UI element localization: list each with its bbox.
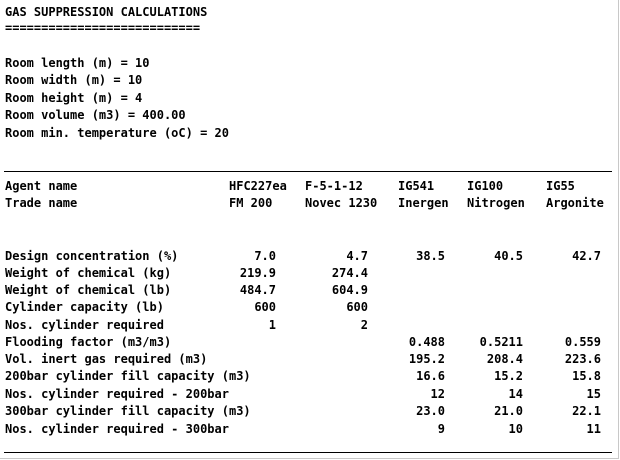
trade-name-1: FM 200 [229, 196, 273, 210]
table-bottom-rule [4, 452, 612, 453]
row-value: 0.488 [408, 335, 445, 349]
row-value: 604.9 [331, 283, 368, 297]
row-value: 1 [268, 318, 276, 332]
row-value: 14 [508, 387, 523, 401]
row-value: 0.5211 [479, 335, 523, 349]
row-label: Cylinder capacity (lb) [5, 300, 164, 314]
row-value: 22.1 [572, 404, 601, 418]
row-value: 40.5 [494, 249, 523, 263]
trade-name-label: Trade name [5, 196, 78, 210]
row-value: 4.7 [346, 249, 368, 263]
page-title: GAS SUPPRESSION CALCULATIONS [5, 5, 208, 19]
agent-name-2: F-5-1-12 [305, 179, 363, 193]
row-value: 2 [360, 318, 368, 332]
input-room-width: Room width (m) = 10 [5, 73, 143, 87]
row-value: 16.6 [416, 369, 445, 383]
row-label: Vol. inert gas required (m3) [5, 352, 208, 366]
agent-name-5: IG55 [546, 179, 575, 193]
row-value: 15.8 [572, 369, 601, 383]
row-value: 274.4 [331, 266, 368, 280]
row-value: 484.7 [239, 283, 276, 297]
row-value: 11 [586, 422, 601, 436]
row-value: 23.0 [416, 404, 445, 418]
table-top-rule [4, 171, 612, 172]
row-label: Weight of chemical (kg) [5, 266, 172, 280]
row-value: 38.5 [416, 249, 445, 263]
row-value: 195.2 [408, 352, 445, 366]
row-label: Flooding factor (m3/m3) [5, 335, 172, 349]
input-room-length: Room length (m) = 10 [5, 56, 150, 70]
title-underline: =========================== [5, 21, 201, 35]
row-label: Weight of chemical (lb) [5, 283, 172, 297]
row-value: 42.7 [572, 249, 601, 263]
row-value: 15 [586, 387, 601, 401]
agent-name-1: HFC227ea [229, 179, 287, 193]
row-value: 7.0 [254, 249, 276, 263]
row-value: 9 [437, 422, 445, 436]
row-value: 208.4 [486, 352, 523, 366]
row-label: Design concentration (%) [5, 249, 179, 263]
agent-name-4: IG100 [467, 179, 504, 193]
row-label: Nos. cylinder required [5, 318, 164, 332]
row-label: Nos. cylinder required - 300bar [5, 422, 229, 436]
row-value: 15.2 [494, 369, 523, 383]
row-value: 600 [254, 300, 276, 314]
row-value: 223.6 [564, 352, 601, 366]
row-value: 10 [508, 422, 523, 436]
agent-name-3: IG541 [398, 179, 435, 193]
row-label: 200bar cylinder fill capacity (m3) [5, 369, 251, 383]
row-value: 12 [430, 387, 445, 401]
row-label: Nos. cylinder required - 200bar [5, 387, 229, 401]
agent-name-label: Agent name [5, 179, 78, 193]
trade-name-5: Argonite [546, 196, 604, 210]
row-value: 600 [346, 300, 368, 314]
trade-name-4: Nitrogen [467, 196, 525, 210]
trade-name-2: Novec 1230 [305, 196, 378, 210]
row-value: 0.559 [564, 335, 601, 349]
input-room-volume: Room volume (m3) = 400.00 [5, 108, 186, 122]
row-label: 300bar cylinder fill capacity (m3) [5, 404, 251, 418]
input-room-temperature: Room min. temperature (oC) = 20 [5, 126, 229, 140]
row-value: 219.9 [239, 266, 276, 280]
trade-name-3: Inergen [398, 196, 449, 210]
row-value: 21.0 [494, 404, 523, 418]
input-room-height: Room height (m) = 4 [5, 91, 143, 105]
